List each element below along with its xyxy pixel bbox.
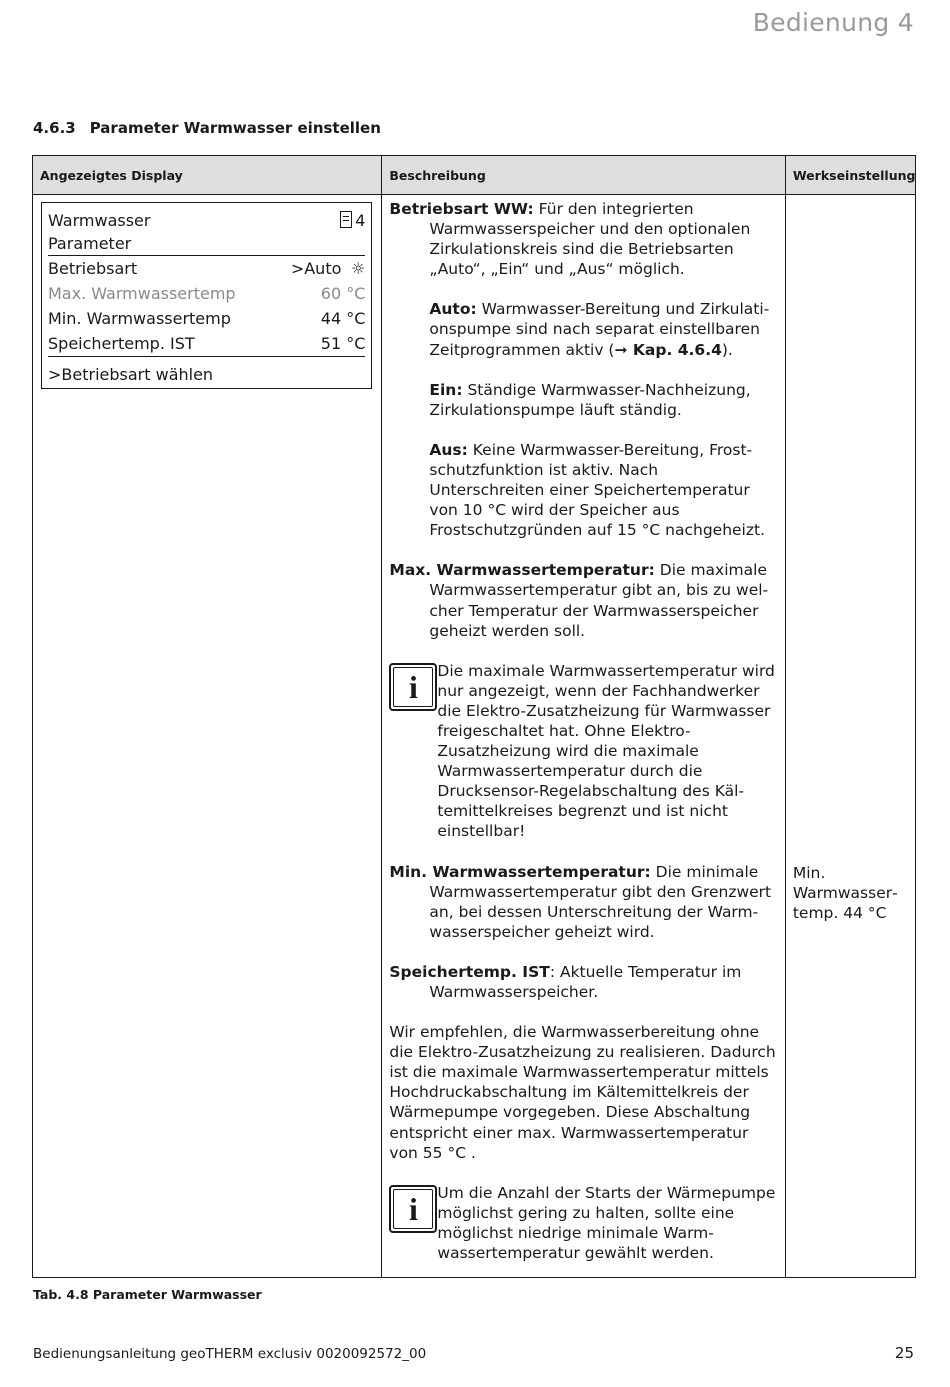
header-display: Angezeigtes Display bbox=[33, 156, 382, 195]
term: Aus: bbox=[429, 440, 468, 459]
table-row bbox=[33, 195, 916, 1278]
term-text: : Aktuelle Temperatur im Warmwasserspeicher. bbox=[429, 962, 742, 1001]
display-row-label: Min. Warmwassertemp bbox=[48, 309, 231, 328]
default-cell bbox=[785, 195, 915, 1278]
section-title-text: Parameter Warmwasser einstellen bbox=[89, 119, 381, 137]
info-glyph: i bbox=[408, 1190, 418, 1227]
term: Auto: bbox=[429, 300, 477, 319]
info-note-text: Die maximale Warmwassertemperatur wird nur angezeigt, wenn der Fachhandwerker die Elektro-Zusatzheizung für Warmwasser freigeschaltet hat. Ohne Elektro-Zusatzheizung wird die maximale Warmwassertemperatur durch die Drucksensor-Regelabschaltung des Kältemittelkreises begrenzt und ist nicht einstellbar! bbox=[437, 661, 775, 841]
sun-icon: ☼ bbox=[351, 259, 366, 278]
term: Max. Warmwassertemperatur: bbox=[389, 561, 655, 580]
info-note bbox=[389, 1183, 777, 1263]
section-title bbox=[33, 119, 381, 137]
parameter-table bbox=[32, 155, 916, 1278]
display-row-speichertemp bbox=[48, 331, 365, 357]
header-default: Werkseinstellung bbox=[785, 156, 915, 195]
term-text: Warmwasser-Bereitung und Zirkulationspumpe sind nach separat einstellbaren Zeitprogrammen aktiv ( bbox=[429, 300, 770, 359]
header-description: Beschreibung bbox=[382, 156, 785, 195]
display-row-label: Speichertemp. IST bbox=[48, 334, 195, 353]
display-row-max-temp bbox=[48, 281, 365, 306]
info-glyph: i bbox=[408, 668, 418, 705]
footer-document: Bedienungsanleitung geoTHERM exclusiv 0020092572_00 bbox=[33, 1346, 427, 1362]
desc-auto bbox=[389, 299, 777, 359]
display-footer: >Betriebsart wählen bbox=[48, 365, 214, 384]
term-text: Für den integrierten Warmwasserspeicher und den optionalen Zirkulationskreis sind die Betriebsarten „Auto“, „Ein“ und „Aus“ möglich. bbox=[429, 200, 751, 279]
display-page bbox=[340, 209, 365, 232]
display-title-line1: Warmwasser bbox=[48, 211, 151, 230]
info-note bbox=[389, 661, 777, 842]
page-number: 25 bbox=[894, 1344, 914, 1362]
chapter-reference: Kap. 4.6.4 bbox=[627, 340, 722, 359]
info-icon bbox=[389, 663, 437, 711]
desc-betriebsart bbox=[389, 199, 777, 279]
display-screen bbox=[41, 202, 372, 389]
term-text: Keine Warmwasser-Bereitung, Frostschutzfunktion ist aktiv. Nach Unterschreiten einer Speichertemperatur von 10 °C wird der Speicher aus Frostschutzgründen auf 15 °C nachgeheizt. bbox=[429, 440, 765, 540]
display-row-value: 60 °C bbox=[320, 284, 366, 303]
default-value: Min. Warmwassertemp. 44 °C bbox=[792, 864, 898, 923]
term: Ein: bbox=[429, 380, 463, 399]
desc-speicher bbox=[389, 962, 777, 1002]
display-row-value: >Auto bbox=[290, 259, 342, 278]
chapter-heading: Bedienung 4 bbox=[752, 8, 914, 37]
display-row-value: 44 °C bbox=[320, 309, 366, 328]
section-number: 4.6.3 bbox=[33, 119, 76, 137]
term-text: Die maximale Warmwassertemperatur gibt an, bis zu welcher Temperatur der Warmwasserspeicher geheizt werden soll. bbox=[429, 561, 769, 640]
display-row-label: Max. Warmwassertemp bbox=[48, 284, 236, 303]
description-cell bbox=[382, 195, 785, 1278]
display-header bbox=[48, 209, 365, 256]
display-page-number: 4 bbox=[355, 211, 366, 230]
term-text: Die minimale Warmwassertemperatur gibt den Grenzwert an, bei dessen Unterschreitung der Warmwasserspeicher geheizt wird. bbox=[429, 862, 772, 941]
display-cell bbox=[33, 195, 382, 1278]
term: Betriebsart WW: bbox=[389, 200, 534, 218]
term-text: Ständige Warmwasser-Nachheizung, Zirkulationspumpe läuft ständig. bbox=[429, 380, 751, 419]
arrow-right-icon: ➞ bbox=[614, 340, 628, 359]
desc-min bbox=[389, 862, 777, 942]
page-icon bbox=[340, 211, 352, 228]
term-text: ). bbox=[721, 340, 733, 359]
table-caption: Tab. 4.8 Parameter Warmwasser bbox=[33, 1287, 262, 1302]
desc-aus bbox=[389, 440, 777, 540]
table-header-row bbox=[33, 156, 916, 195]
desc-ein bbox=[389, 380, 777, 420]
display-row-value: 51 °C bbox=[320, 334, 366, 353]
display-row-min-temp bbox=[48, 306, 365, 331]
display-row-label: Betriebsart bbox=[48, 259, 138, 278]
display-row-betriebsart bbox=[48, 256, 365, 281]
desc-recommendation: Wir empfehlen, die Warmwasserbereitung ohne die Elektro-Zusatzheizung zu realisieren. Dadurch ist die maximale Warmwassertemperatur mittels Hochdruckabschaltung im Kältemittelkreis der Wärmepumpe vorgegeben. Diese Abschaltung entspricht einer max. Warmwassertemperatur von 55 °C . bbox=[389, 1023, 776, 1162]
display-title-line2: Parameter bbox=[48, 234, 132, 253]
info-icon bbox=[389, 1185, 437, 1233]
info-note-text: Um die Anzahl der Starts der Wärmepumpe möglichst gering zu halten, sollte eine möglichst niedrige minimale Warmwassertemperatur gewählt werden. bbox=[437, 1183, 776, 1263]
term: Speichertemp. IST bbox=[389, 962, 550, 981]
desc-max bbox=[389, 560, 777, 640]
term: Min. Warmwassertemperatur: bbox=[389, 862, 651, 881]
